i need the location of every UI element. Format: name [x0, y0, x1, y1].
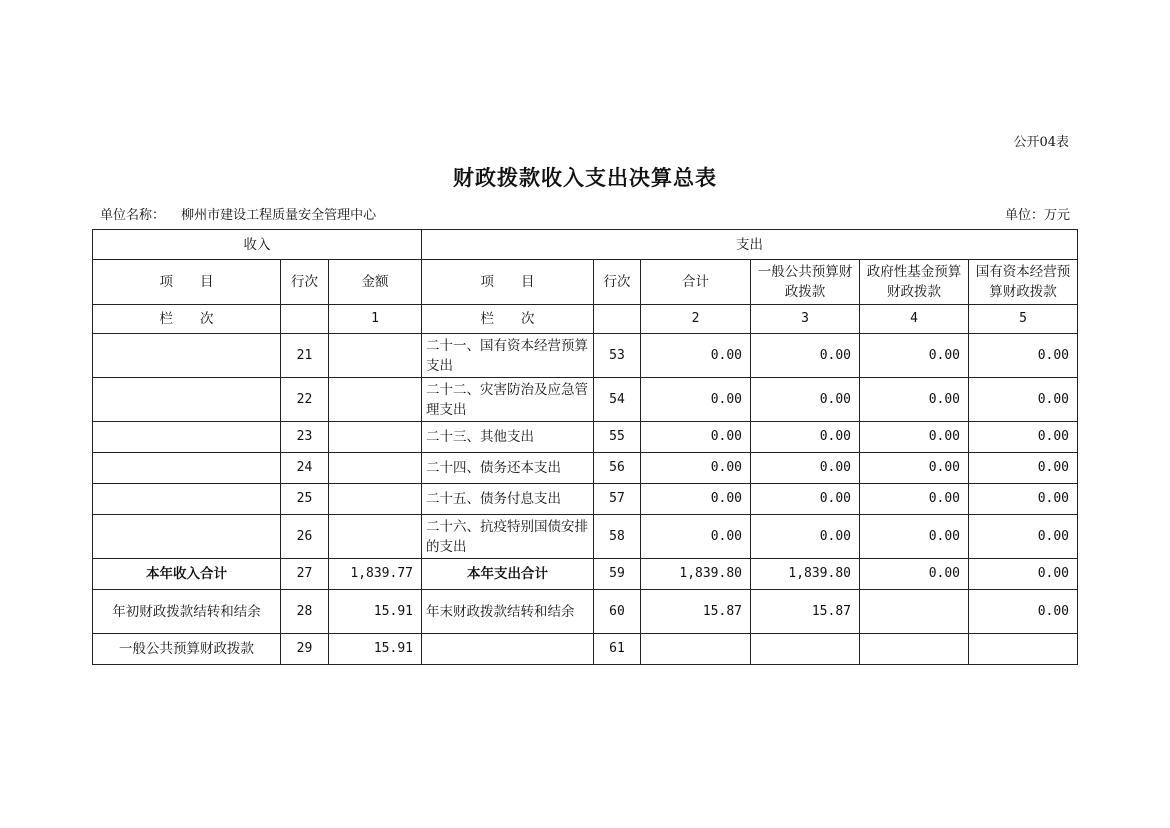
header-total: 合计	[641, 260, 751, 305]
header-government-fund: 政府性基金预算财政拨款	[860, 260, 969, 305]
header-expense-item: 项 目	[422, 260, 594, 305]
header-income-amount: 金额	[329, 260, 422, 305]
header-general-budget: 一般公共预算财政拨款	[751, 260, 860, 305]
fund-value: 0.00	[860, 515, 969, 559]
fund-value: 0.00	[860, 453, 969, 484]
income-group-header: 收入	[93, 230, 422, 260]
general-value: 1,839.80	[751, 559, 860, 590]
header-income-item: 项 目	[93, 260, 281, 305]
table-row	[93, 484, 1078, 515]
column-header-row	[93, 260, 1078, 305]
total-value: 0.00	[641, 334, 751, 378]
general-value: 0.00	[751, 453, 860, 484]
unit-name-line	[100, 204, 376, 223]
fiscal-appropriation-table	[92, 229, 1078, 665]
total-value	[641, 634, 751, 665]
fund-value: 0.00	[860, 484, 969, 515]
expense-line: 56	[594, 453, 641, 484]
header-income-line: 行次	[281, 260, 329, 305]
state-value: 0.00	[969, 334, 1078, 378]
general-value: 0.00	[751, 334, 860, 378]
index-1: 1	[329, 305, 422, 334]
table-row	[93, 334, 1078, 378]
income-amount	[329, 515, 422, 559]
expense-item: 二十二、灾害防治及应急管理支出	[422, 378, 594, 422]
index-5: 5	[969, 305, 1078, 334]
index-label-expense: 栏 次	[422, 305, 594, 334]
general-value: 0.00	[751, 515, 860, 559]
expense-line: 60	[594, 590, 641, 634]
expense-item: 二十四、债务还本支出	[422, 453, 594, 484]
expense-line: 58	[594, 515, 641, 559]
header-state-capital: 国有资本经营预算财政拨款	[969, 260, 1078, 305]
expense-item: 二十五、债务付息支出	[422, 484, 594, 515]
income-line: 22	[281, 378, 329, 422]
total-value: 15.87	[641, 590, 751, 634]
general-value: 15.87	[751, 590, 860, 634]
income-line: 27	[281, 559, 329, 590]
column-index-row	[93, 305, 1078, 334]
table-row	[93, 453, 1078, 484]
income-total-amount: 1,839.77	[329, 559, 422, 590]
state-value: 0.00	[969, 484, 1078, 515]
table-row	[93, 634, 1078, 665]
total-value: 0.00	[641, 453, 751, 484]
fund-value	[860, 590, 969, 634]
expense-line: 59	[594, 559, 641, 590]
table-row	[93, 378, 1078, 422]
page-title: 财政拨款收入支出决算总表	[453, 165, 717, 190]
income-amount	[329, 334, 422, 378]
total-value: 0.00	[641, 515, 751, 559]
fund-value: 0.00	[860, 378, 969, 422]
state-value: 0.00	[969, 559, 1078, 590]
income-amount	[329, 453, 422, 484]
income-line: 24	[281, 453, 329, 484]
income-line: 25	[281, 484, 329, 515]
income-item	[93, 484, 281, 515]
income-line: 26	[281, 515, 329, 559]
index-2: 2	[641, 305, 751, 334]
unit-name-label: 单位名称：	[100, 208, 166, 223]
fund-value: 0.00	[860, 422, 969, 453]
income-amount	[329, 422, 422, 453]
state-value: 0.00	[969, 422, 1078, 453]
income-item: 年初财政拨款结转和结余	[93, 590, 281, 634]
form-number: 公开04表	[1013, 135, 1069, 150]
income-line: 23	[281, 422, 329, 453]
index-4: 4	[860, 305, 969, 334]
table-row	[93, 515, 1078, 559]
income-line: 29	[281, 634, 329, 665]
general-value: 0.00	[751, 422, 860, 453]
table-row	[93, 590, 1078, 634]
income-item	[93, 422, 281, 453]
index-blank	[281, 305, 329, 334]
fund-value: 0.00	[860, 334, 969, 378]
expense-item	[422, 634, 594, 665]
income-amount	[329, 484, 422, 515]
expense-line: 57	[594, 484, 641, 515]
fund-value	[860, 634, 969, 665]
income-total-label: 本年收入合计	[93, 559, 281, 590]
income-amount	[329, 378, 422, 422]
index-3: 3	[751, 305, 860, 334]
table-row	[93, 422, 1078, 453]
total-value: 0.00	[641, 484, 751, 515]
state-value: 0.00	[969, 378, 1078, 422]
currency-unit: 单位：万元	[1004, 208, 1070, 223]
state-value: 0.00	[969, 515, 1078, 559]
expense-group-header: 支出	[422, 230, 1078, 260]
total-value: 0.00	[641, 378, 751, 422]
general-value	[751, 634, 860, 665]
expense-line: 53	[594, 334, 641, 378]
index-blank	[594, 305, 641, 334]
totals-row	[93, 559, 1078, 590]
general-value: 0.00	[751, 484, 860, 515]
expense-item: 二十三、其他支出	[422, 422, 594, 453]
state-value: 0.00	[969, 453, 1078, 484]
expense-item: 年末财政拨款结转和结余	[422, 590, 594, 634]
income-line: 28	[281, 590, 329, 634]
income-item	[93, 515, 281, 559]
expense-line: 61	[594, 634, 641, 665]
unit-name: 柳州市建设工程质量安全管理中心	[181, 208, 377, 223]
expense-line: 55	[594, 422, 641, 453]
fund-value: 0.00	[860, 559, 969, 590]
income-amount: 15.91	[329, 590, 422, 634]
state-value	[969, 634, 1078, 665]
expense-total-label: 本年支出合计	[422, 559, 594, 590]
expense-item: 二十六、抗疫特别国债安排的支出	[422, 515, 594, 559]
income-line: 21	[281, 334, 329, 378]
income-item	[93, 378, 281, 422]
total-value: 0.00	[641, 422, 751, 453]
state-value: 0.00	[969, 590, 1078, 634]
income-item	[93, 453, 281, 484]
income-item: 一般公共预算财政拨款	[93, 634, 281, 665]
income-amount: 15.91	[329, 634, 422, 665]
group-header-row	[93, 230, 1078, 260]
total-value: 1,839.80	[641, 559, 751, 590]
index-label-income: 栏 次	[93, 305, 281, 334]
income-item	[93, 334, 281, 378]
header-expense-line: 行次	[594, 260, 641, 305]
expense-item: 二十一、国有资本经营预算支出	[422, 334, 594, 378]
expense-line: 54	[594, 378, 641, 422]
general-value: 0.00	[751, 378, 860, 422]
